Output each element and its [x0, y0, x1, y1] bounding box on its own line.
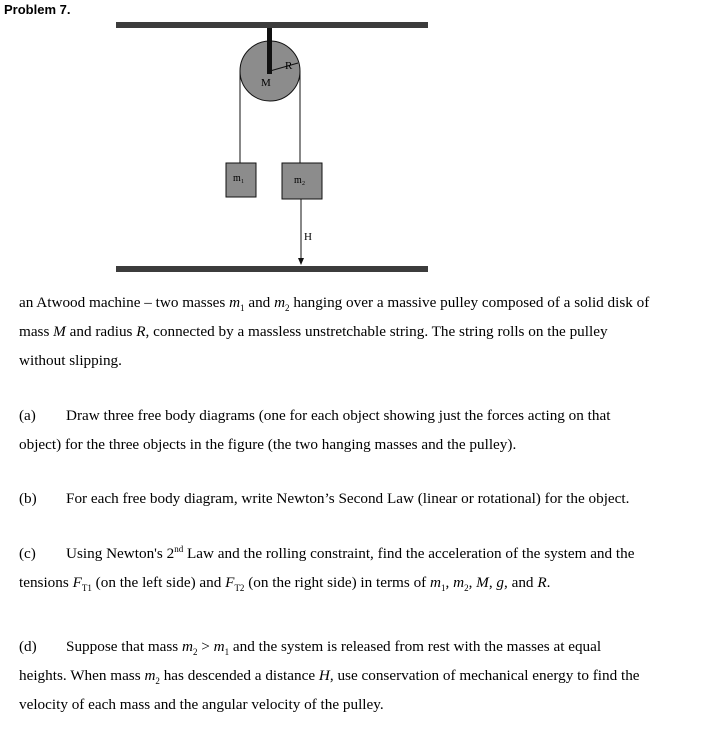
pulley-radius-label: R	[285, 60, 293, 72]
pulley-axle	[267, 40, 272, 74]
problem-heading: Problem 7.	[4, 2, 71, 17]
part-b-label: (b)	[19, 490, 37, 507]
floor-bar	[116, 266, 428, 272]
ceiling-bar	[116, 22, 428, 28]
height-arrow-head	[298, 258, 304, 265]
left-mass-subscript: 1	[241, 179, 244, 185]
part-d: (d) Suppose that mass $m_2 > m_1$ and the system is released from rest with the masses at equal heights. When mass $m_2$ has descended a distance H, use conservation of mechanical energy to find the velocity of each mass and the angular velocity of the pulley.	[19, 632, 694, 719]
part-a: (a) Draw three free body diagrams (one for each object showing just the forces acting on that object) for the three objects in the figure (the two hanging masses and the pulley).	[19, 401, 694, 459]
part-a-label: (a)	[19, 407, 36, 424]
right-mass-subscript: 2	[302, 181, 305, 187]
left-mass-label: m	[233, 173, 241, 184]
pulley-mass-label: M	[261, 77, 271, 89]
atwood-machine-figure	[0, 0, 708, 290]
part-c-label: (c)	[19, 545, 36, 562]
part-b: (b) For each free body diagram, write Newton’s Second Law (linear or rotational) for the object.	[19, 484, 694, 513]
part-d-label: (d)	[19, 638, 37, 655]
height-label: H	[304, 231, 312, 243]
right-mass-label: m	[294, 175, 302, 186]
part-c: (c) Using Newton's 2nd Law and the rolling constraint, find the acceleration of the system and the tensions $F_{T1}$ (on the left side) and $F_{T2}$ (on the right side) in terms of $m_1$, $m_2$, M, g, and R.	[19, 539, 694, 597]
intro-paragraph: an Atwood machine – two masses $m_1$ and $m_2$ hanging over a massive pulley composed of a solid disk of mass M and radius R, connected by a massless unstretchable string. The string rolls on the pulley without slipping.	[19, 294, 650, 369]
